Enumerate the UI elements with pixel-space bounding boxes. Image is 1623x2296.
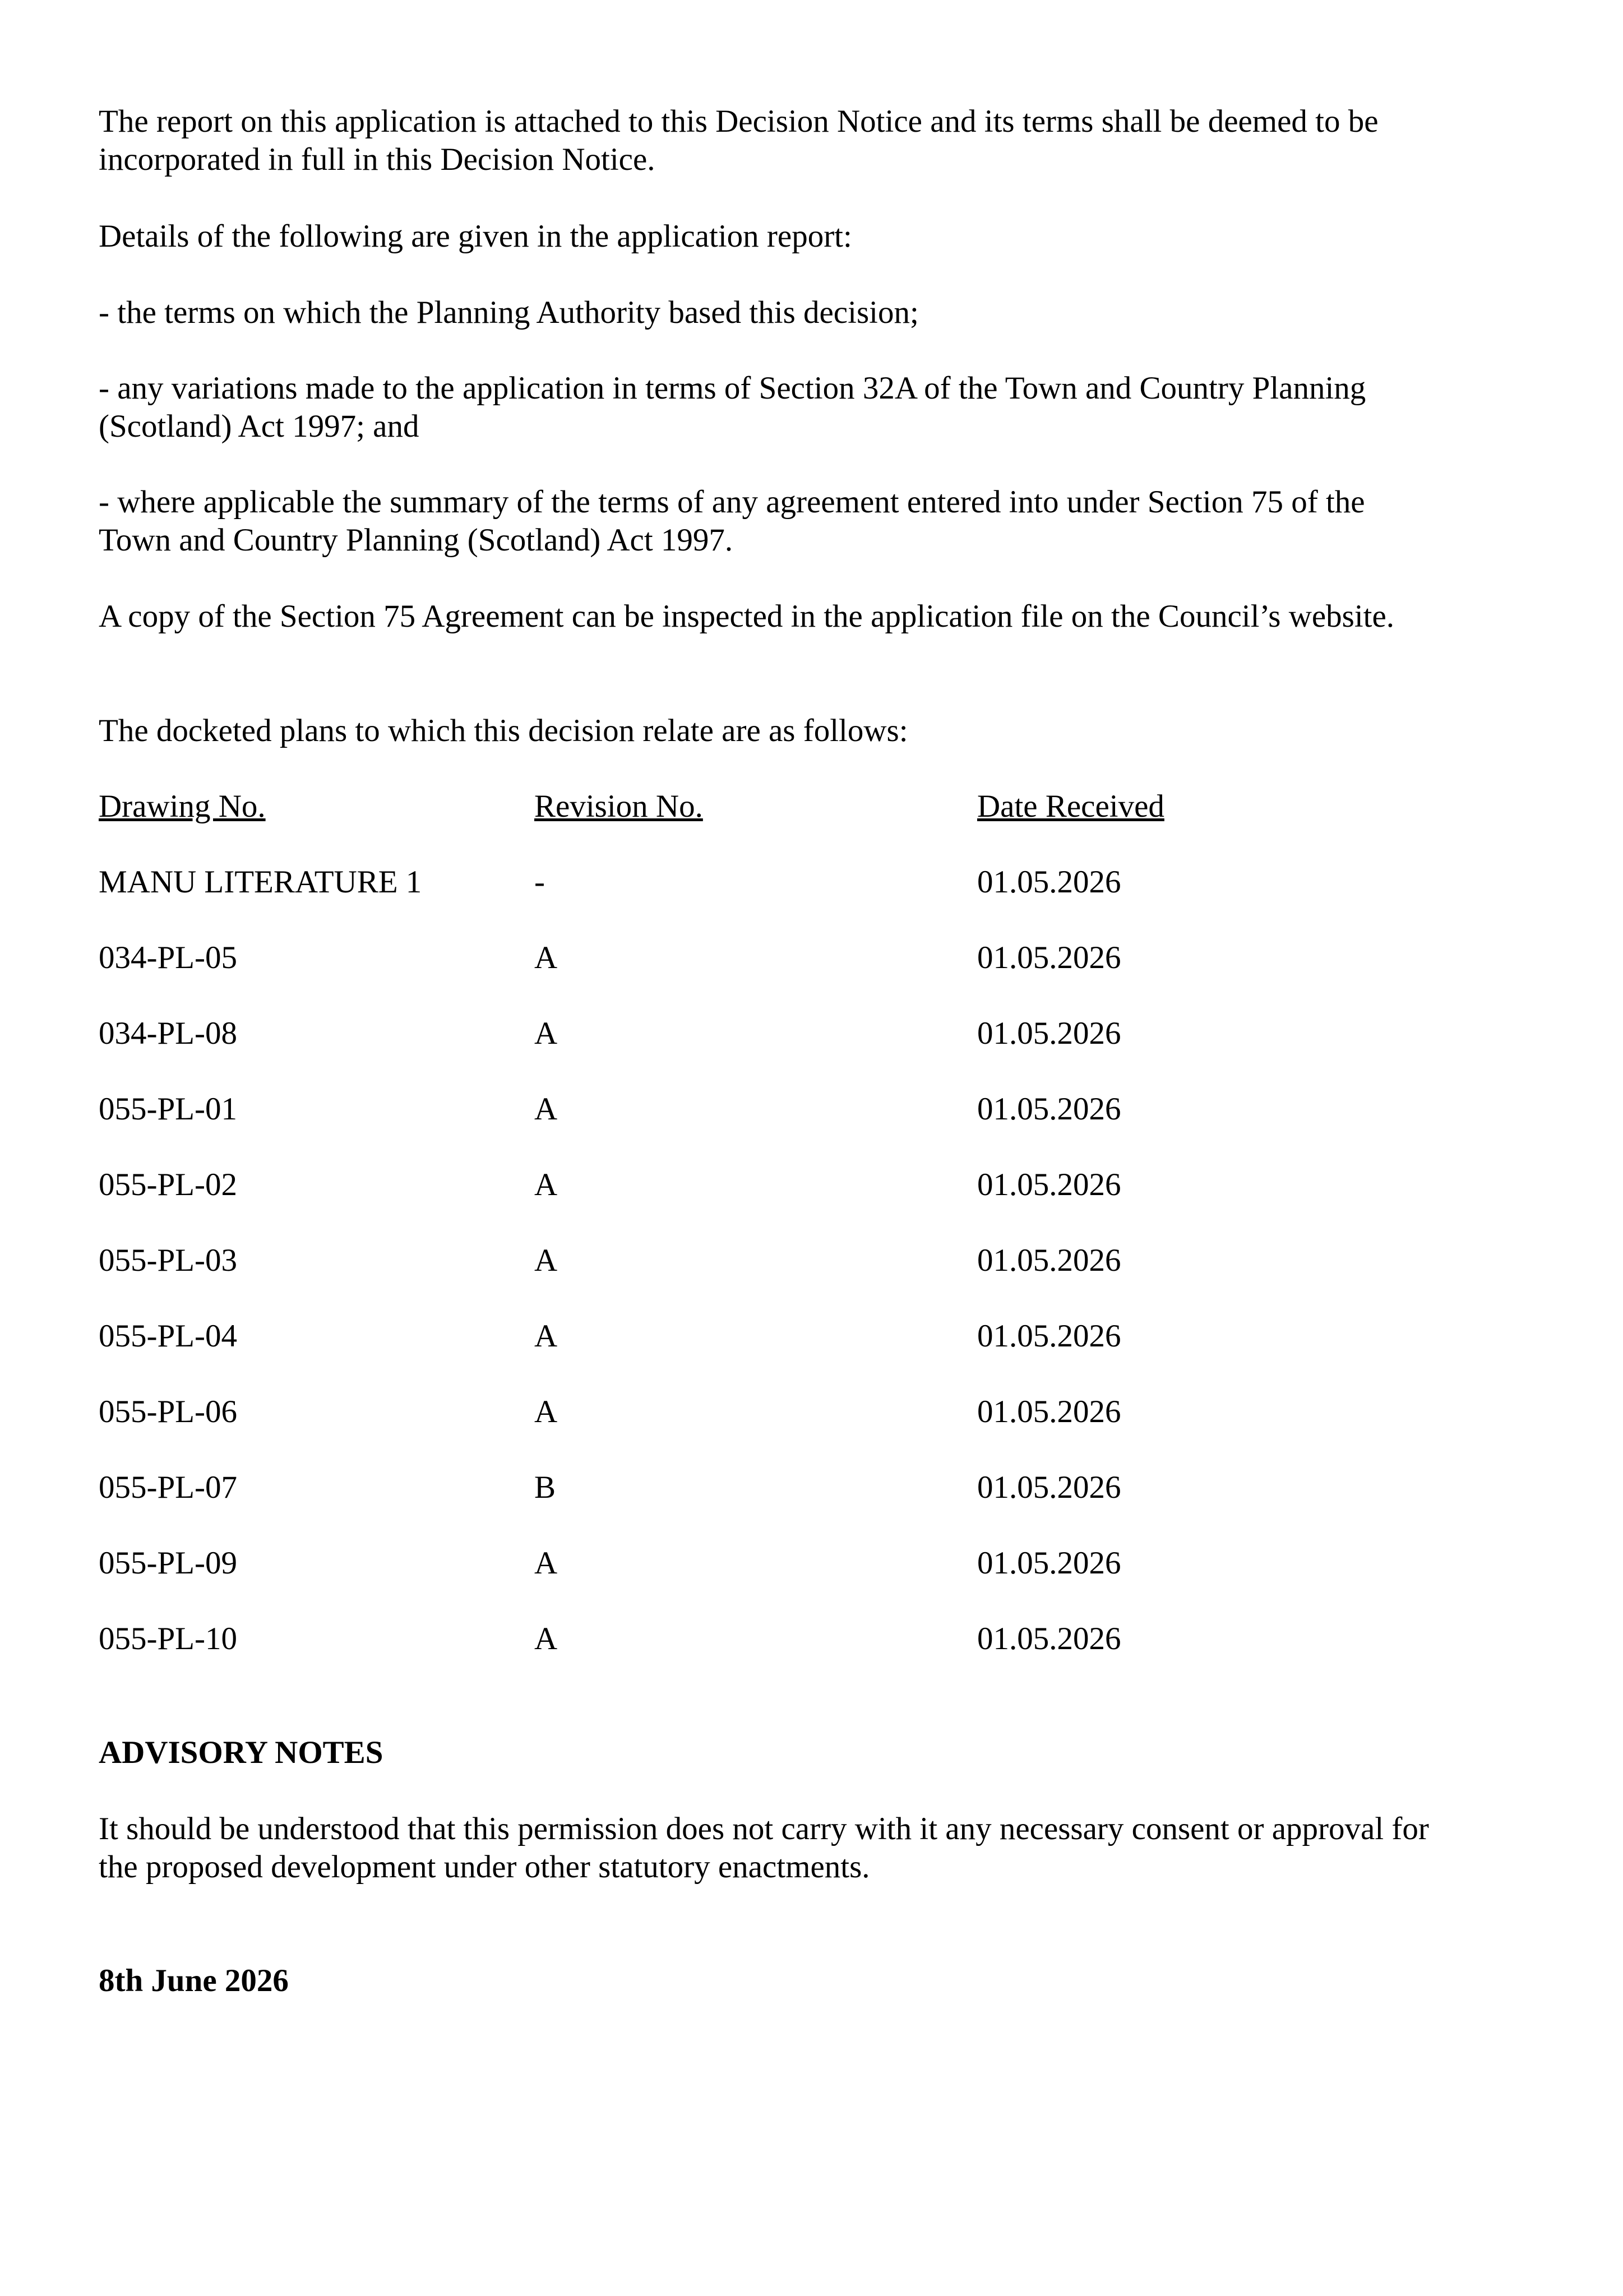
drawing-no-cell: 055-PL-04 (99, 1318, 237, 1354)
revision-no-cell: A (534, 1167, 558, 1202)
date-received-cell: 01.05.2026 (977, 1545, 1121, 1581)
docketed-plans-intro: The docketed plans to which this decision relate are as follows: (99, 713, 908, 748)
header-drawing-no: Drawing No. (99, 789, 266, 824)
date-received-cell: 01.05.2026 (977, 1318, 1121, 1354)
report-attachment-paragraph: The report on this application is attached to this Decision Notice and its terms shall be deemed to be incorporated in full in this Decision Notice. (99, 104, 1379, 177)
date-received-cell: 01.05.2026 (977, 1016, 1121, 1051)
drawing-no-cell: 055-PL-07 (99, 1470, 237, 1505)
header-date-received: Date Received (977, 789, 1164, 824)
revision-no-cell: A (534, 1016, 558, 1051)
revision-no-cell: A (534, 940, 558, 975)
section75-list-item: - where applicable the summary of the terms of any agreement entered into under Section 75 of the Town and Country Planning (Scotland) Act 1997. (99, 484, 1365, 558)
revision-no-cell: A (534, 1318, 558, 1354)
revision-no-cell: A (534, 1091, 558, 1127)
revision-no-cell: A (534, 1243, 558, 1278)
variations-list-item: - any variations made to the application in terms of Section 32A of the Town and Country Planning (Scotland) Act 1997; and (99, 371, 1366, 444)
drawing-no-cell: 055-PL-02 (99, 1167, 237, 1202)
drawing-no-cell: 034-PL-05 (99, 940, 237, 975)
drawing-no-cell: 055-PL-09 (99, 1545, 237, 1581)
drawing-no-cell: 055-PL-03 (99, 1243, 237, 1278)
agreement-copy-paragraph: A copy of the Section 75 Agreement can be inspected in the application file on the Council’s website. (99, 599, 1395, 634)
drawing-no-cell: MANU LITERATURE 1 (99, 864, 422, 900)
drawing-no-cell: 055-PL-10 (99, 1621, 237, 1656)
drawing-no-cell: 055-PL-06 (99, 1394, 237, 1429)
date-received-cell: 01.05.2026 (977, 864, 1121, 900)
revision-no-cell: B (534, 1470, 556, 1505)
revision-no-cell: - (534, 864, 545, 900)
advisory-notes-text: It should be understood that this permission does not carry with it any necessary consent or approval for the proposed development under other statutory enactments. (99, 1811, 1429, 1885)
details-intro-paragraph: Details of the following are given in the application report: (99, 219, 852, 254)
revision-no-cell: A (534, 1621, 558, 1656)
date-received-cell: 01.05.2026 (977, 1091, 1121, 1127)
date-received-cell: 01.05.2026 (977, 1394, 1121, 1429)
terms-list-item: - the terms on which the Planning Authority based this decision; (99, 295, 919, 330)
header-revision-no: Revision No. (534, 789, 703, 824)
advisory-notes-heading: ADVISORY NOTES (99, 1735, 383, 1770)
date-received-cell: 01.05.2026 (977, 940, 1121, 975)
date-received-cell: 01.05.2026 (977, 1167, 1121, 1202)
drawing-no-cell: 034-PL-08 (99, 1016, 237, 1051)
revision-no-cell: A (534, 1545, 558, 1581)
drawing-no-cell: 055-PL-01 (99, 1091, 237, 1127)
date-received-cell: 01.05.2026 (977, 1243, 1121, 1278)
date-received-cell: 01.05.2026 (977, 1621, 1121, 1656)
date-received-cell: 01.05.2026 (977, 1470, 1121, 1505)
decision-date: 8th June 2026 (99, 1963, 289, 1998)
revision-no-cell: A (534, 1394, 558, 1429)
